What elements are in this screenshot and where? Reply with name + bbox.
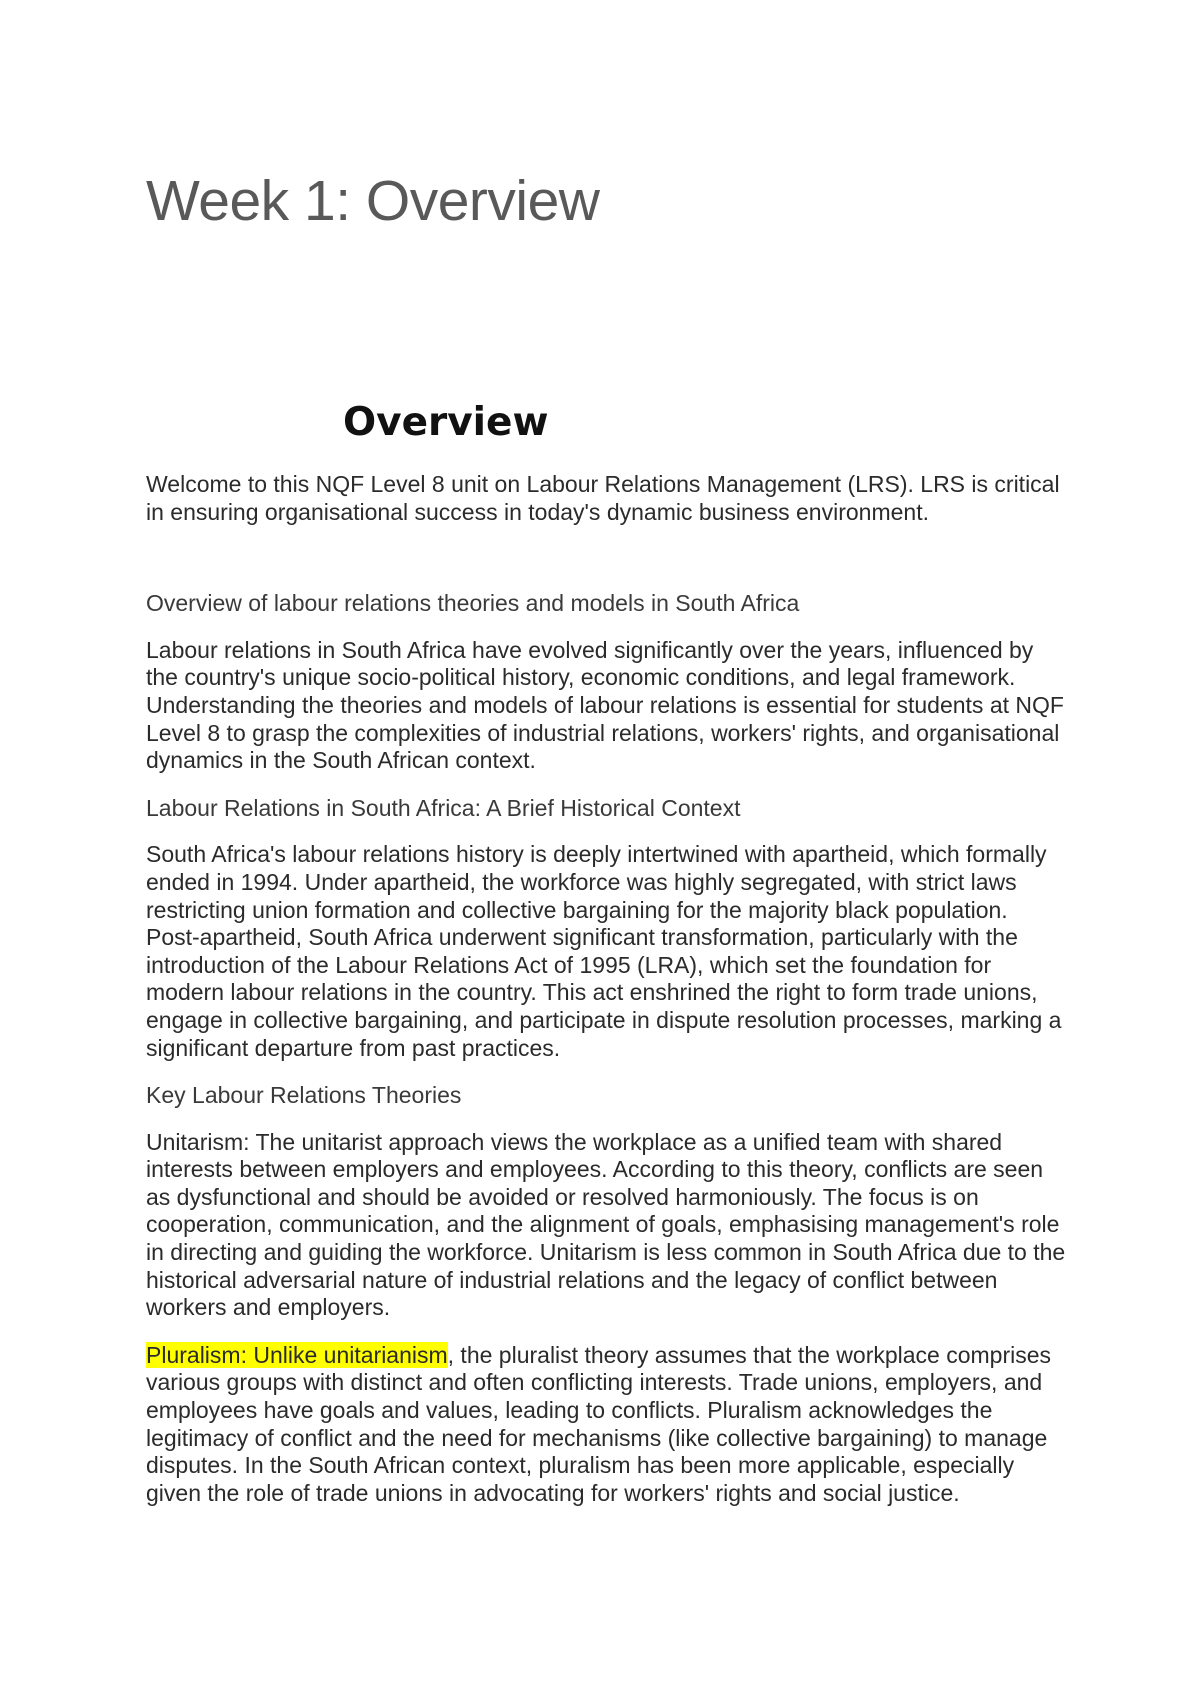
subheading-theories-models: Overview of labour relations theories and models in South Africa [146, 590, 800, 617]
subheading-key-theories: Key Labour Relations Theories [146, 1082, 462, 1109]
history-paragraph: South Africa's labour relations history is deeply intertwined with apartheid, which formally ended in 1994. Under apartheid, the workforce was highly segregated, with strict laws restricting union formation and collective bargaining for the majority black population. Post-apartheid, South Africa underwent significant transformation, particularly with the introduction of the Labour Relations Act of 1995 (LRA), which set the foundation for modern labour relations in the country. This act enshrined the right to form trade unions, engage in collective bargaining, and participate in dispute resolution processes, marking a significant departure from past practices. [146, 841, 1062, 1061]
pluralism-text: , the pluralist theory assumes that the workplace comprises various groups with distinct and often conflicting interests. Trade unions, employers, and employees have goals and values, leading to conflicts. Pluralism acknowledges the legitimacy of conflict and the need for mechanisms (like collective bargaining) to manage disputes. In the South African context, pluralism has been more applicable, especially given the role of trade unions in advocating for workers' rights and social justice. [146, 1341, 1052, 1506]
unitarism-paragraph: Unitarism: The unitarist approach views the workplace as a unified team with shared interests between employers and employees. According to this theory, conflicts are seen as dysfunctional and should be avoided or resolved harmoniously. The focus is on cooperation, communication, and the alignment of goals, emphasising management's role in directing and guiding the workforce. Unitarism is less common in South Africa due to the historical adversarial nature of industrial relations and the legacy of conflict between workers and employers. [146, 1128, 1066, 1321]
document-title: Week 1: Overview [146, 169, 600, 233]
section-heading: Overview [343, 400, 549, 445]
highlighted-text: Pluralism: Unlike unitarianism [146, 1341, 448, 1368]
pluralism-paragraph [146, 1342, 1066, 1508]
welcome-paragraph: Welcome to this NQF Level 8 unit on Labour Relations Management (LRS). LRS is critical in ensuring organisational success in today's dynamic business environment. [146, 471, 1060, 525]
evolution-paragraph: Labour relations in South Africa have evolved significantly over the years, influenced by the country's unique socio-political history, economic conditions, and legal framework. Understanding the theories and models of labour relations is essential for students at NQF Level 8 to grasp the complexities of industrial relations, workers' rights, and organisational dynamics in the South African context. [146, 636, 1064, 774]
document-body [146, 471, 1066, 1527]
subheading-historical-context: Labour Relations in South Africa: A Brief Historical Context [146, 794, 741, 821]
